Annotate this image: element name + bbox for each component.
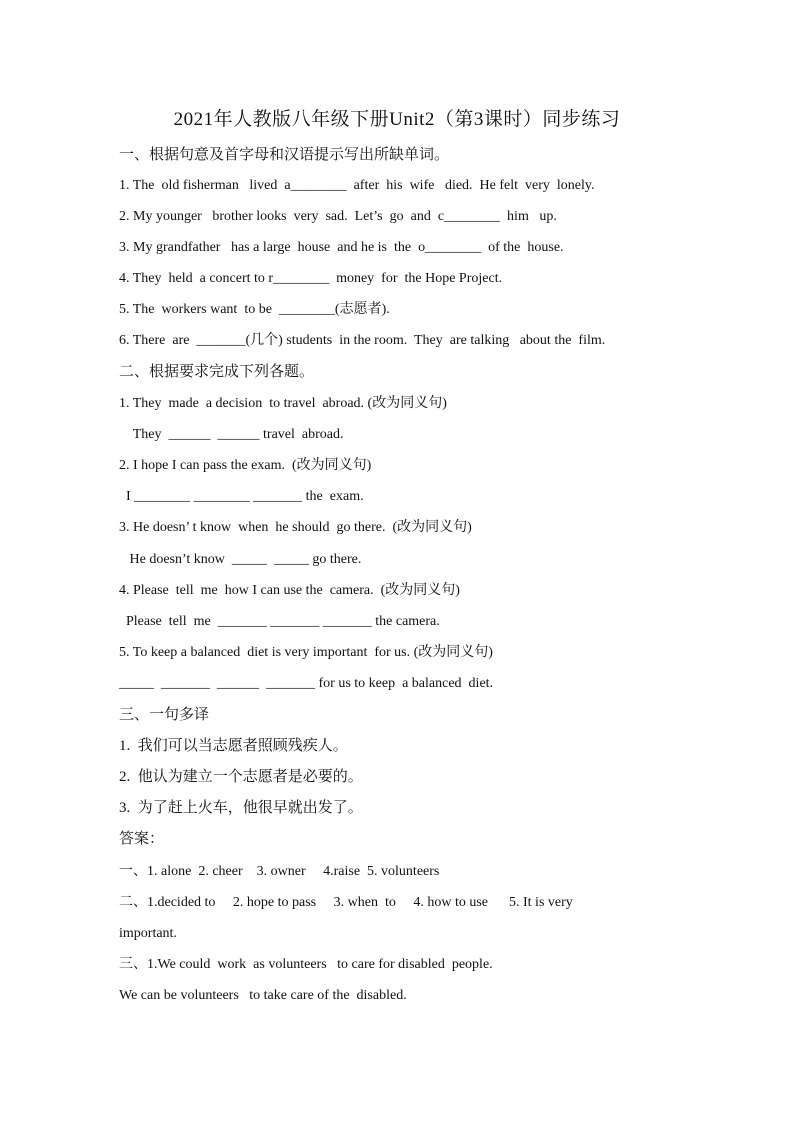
section-1-heading: 一、根据句意及首字母和汉语提示写出所缺单词。 xyxy=(119,147,450,163)
section-3-item: 2. 他认为建立一个志愿者是必要的。 xyxy=(119,769,363,785)
section-2-answer-line: They ______ ______ travel abroad. xyxy=(119,427,344,442)
section-2-item: 1. They made a decision to travel abroad. (改为同义句) xyxy=(119,396,447,411)
answer-line: We can be volunteers to take care of the disabled. xyxy=(119,988,407,1003)
section-2-item: 3. He doesn’ t know when he should go there. (改为同义句) xyxy=(119,520,472,535)
section-3-item: 3. 为了赶上火车，他很早就出发了。 xyxy=(119,800,363,816)
section-2-item: 2. I hope I can pass the exam. (改为同义句) xyxy=(119,458,372,473)
section-1-item: 1. The old fisherman lived a________ after his wife died. He felt very lonely. xyxy=(119,178,595,193)
section-1-item: 3. My grandfather has a large house and he is the o________ of the house. xyxy=(119,240,564,255)
answer-line: important. xyxy=(119,926,177,941)
section-2-answer-line: He doesn’t know _____ _____ go there. xyxy=(119,552,362,567)
answer-line: 一、1. alone 2. cheer 3. owner 4.raise 5. volunteers xyxy=(119,864,440,879)
section-2-answer-line: Please tell me _______ _______ _______ the camera. xyxy=(119,614,440,629)
answer-line: 二、1.decided to 2. hope to pass 3. when to 4. how to use 5. It is very xyxy=(119,895,573,910)
section-2-answer-line: _____ _______ ______ _______ for us to keep a balanced diet. xyxy=(119,676,494,691)
section-1-item: 5. The workers want to be ________(志愿者). xyxy=(119,302,390,317)
answer-line: 三、1.We could work as volunteers to care for disabled people. xyxy=(119,957,493,972)
section-3-heading: 三、一句多译 xyxy=(119,707,210,723)
section-1-item: 6. There are _______(几个) students in the room. They are talking about the film. xyxy=(119,333,606,348)
section-2-answer-line: I ________ ________ _______ the exam. xyxy=(119,489,364,504)
section-1-item: 2. My younger brother looks very sad. Let’s go and c________ him up. xyxy=(119,209,557,224)
document-title: 2021年人教版八年级下册Unit2（第3课时）同步练习 xyxy=(173,109,621,130)
answers-heading: 答案： xyxy=(119,831,165,847)
section-3-item: 1. 我们可以当志愿者照顾残疾人。 xyxy=(119,738,348,754)
section-1-item: 4. They held a concert to r________ money for the Hope Project. xyxy=(119,271,503,286)
section-2-item: 4. Please tell me how I can use the camera. (改为同义句) xyxy=(119,583,460,598)
section-2-heading: 二、根据要求完成下列各题。 xyxy=(119,364,315,380)
section-2-item: 5. To keep a balanced diet is very important for us. (改为同义句) xyxy=(119,645,493,660)
